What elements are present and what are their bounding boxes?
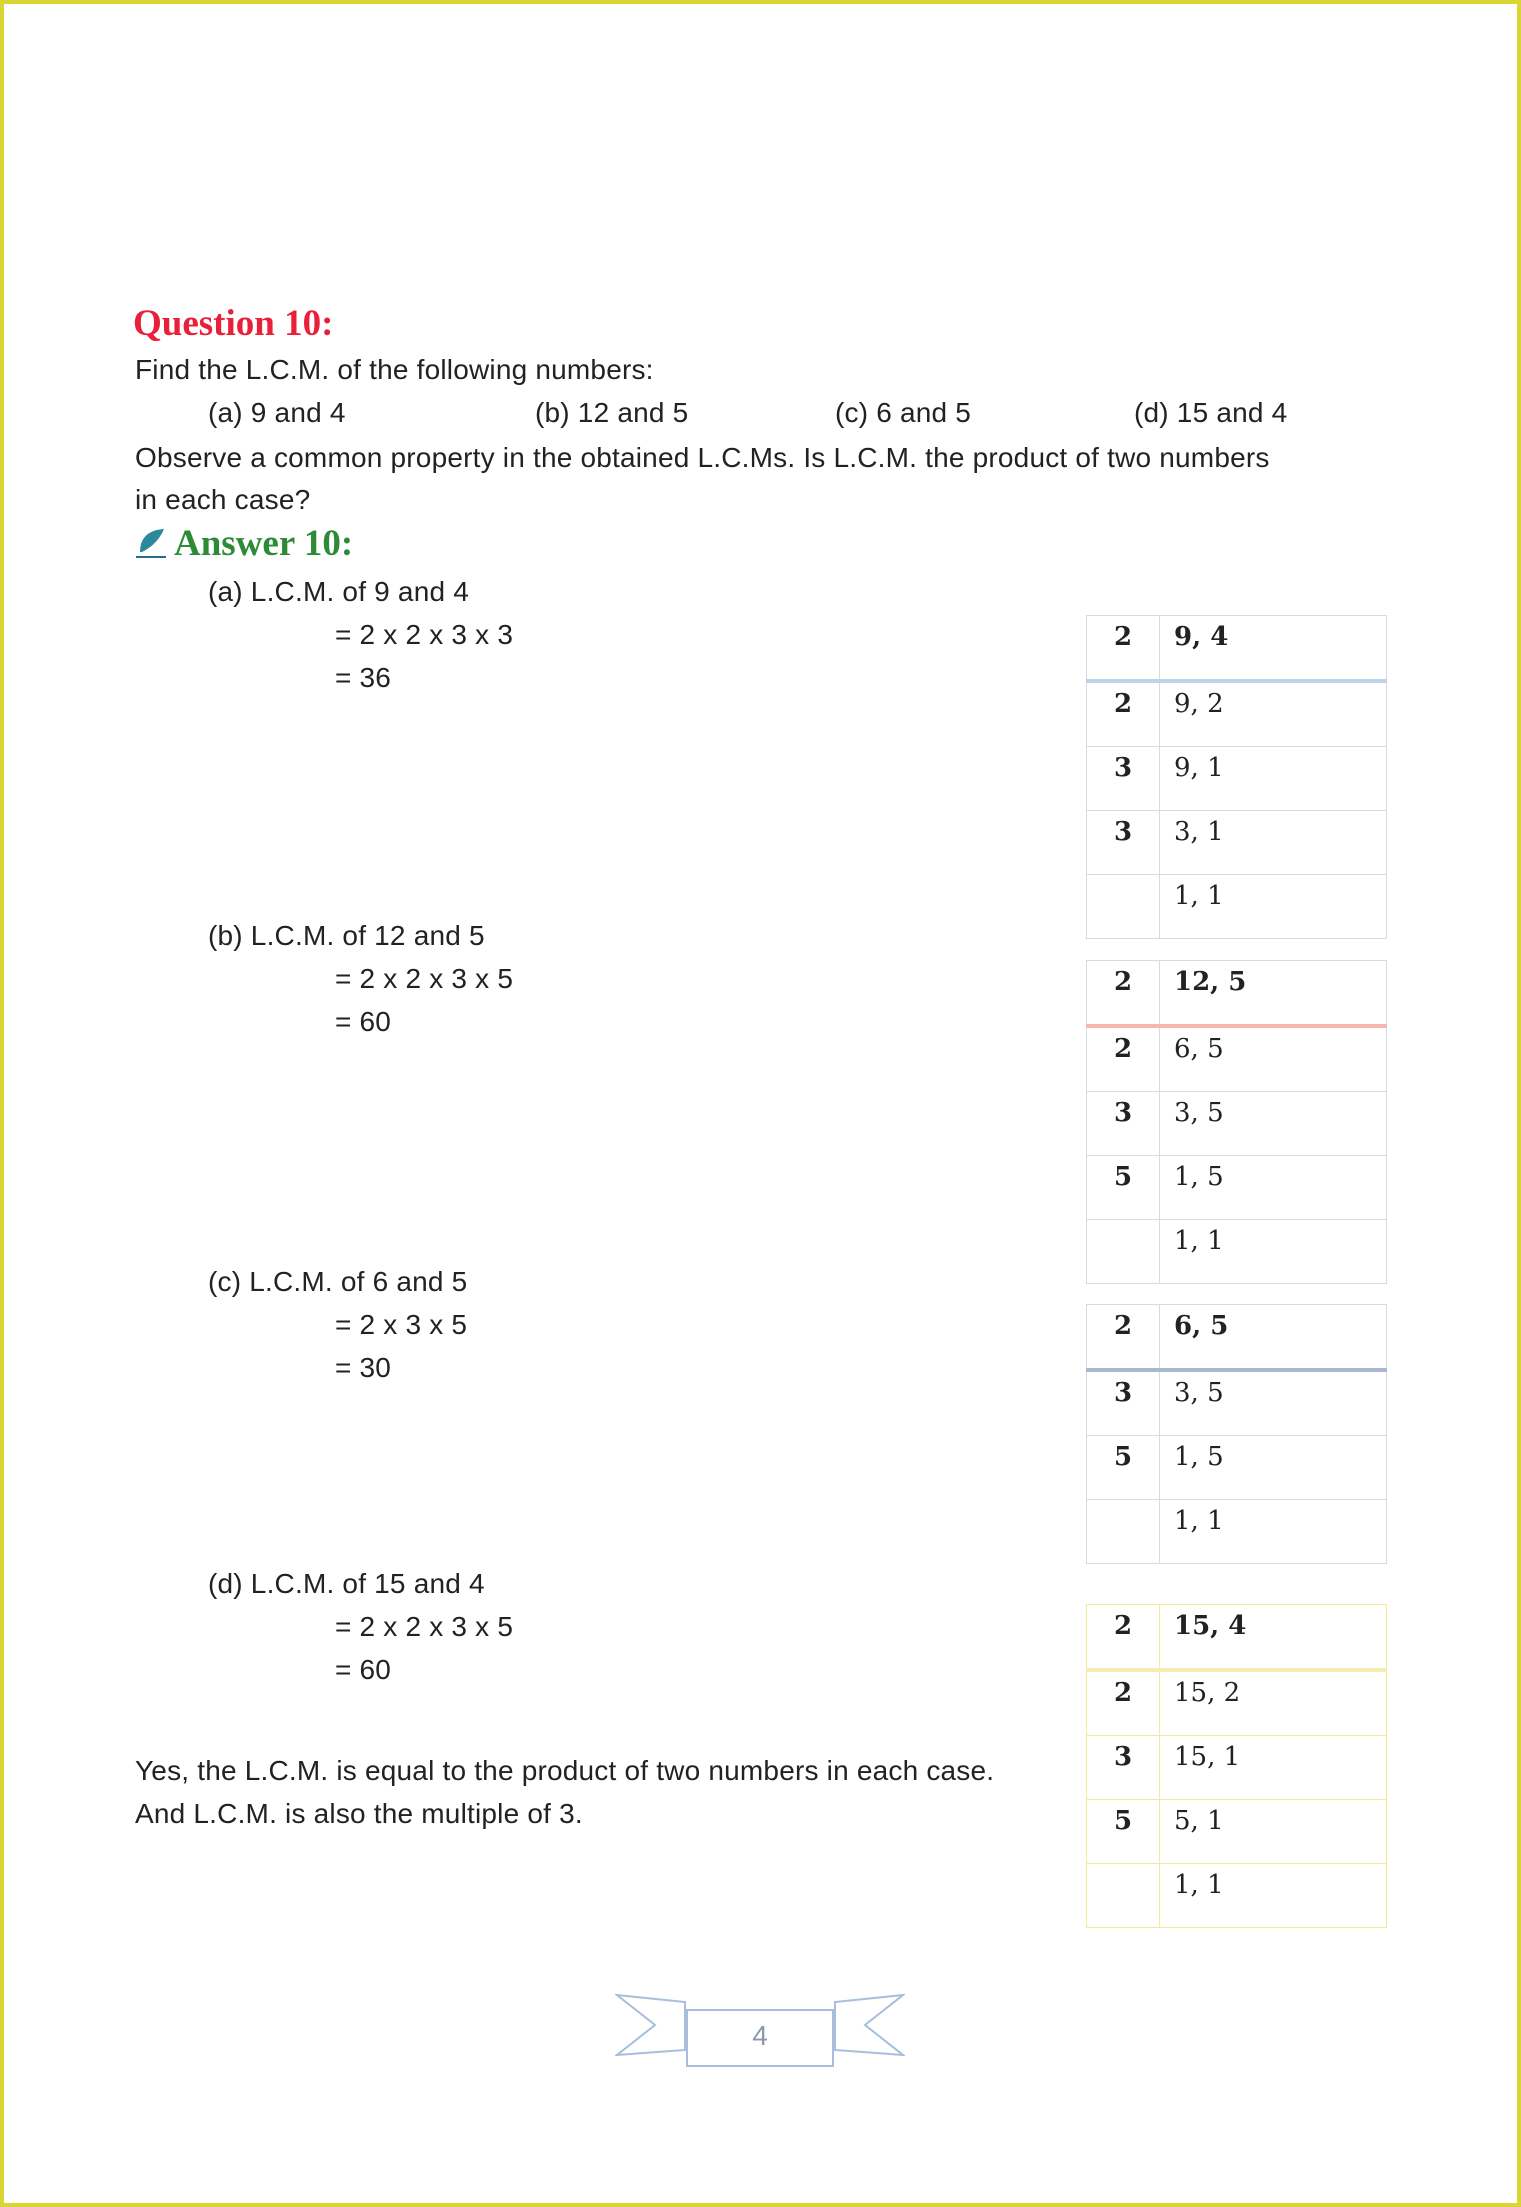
part-a-label: (a) L.C.M. of 9 and 4: [208, 576, 469, 607]
table-row: 1, 1: [1087, 875, 1387, 939]
conclusion-line1: Yes, the L.C.M. is equal to the product of two numbers in each case.: [135, 1755, 995, 1786]
division-table-c: [1086, 1304, 1387, 1564]
table-row: 3 3, 1: [1087, 811, 1387, 875]
division-table-a: [1086, 615, 1387, 939]
question-line2: Observe a common property in the obtained L.C.Ms. Is L.C.M. the product of two numbers: [135, 442, 1270, 473]
table-row: 2 6, 5: [1087, 1026, 1387, 1092]
table-row: 2 9, 2: [1087, 681, 1387, 747]
part-c-result: = 30: [335, 1352, 392, 1383]
answer-title: Answer 10:: [174, 523, 354, 564]
table-row: 2 6, 5: [1087, 1305, 1387, 1371]
table-row: 2 12, 5: [1087, 961, 1387, 1027]
option-c: (c) 6 and 5: [835, 397, 972, 428]
question-title: Question 10:: [133, 303, 334, 344]
table-row: 5 5, 1: [1087, 1800, 1387, 1864]
table-row: 1, 1: [1087, 1500, 1387, 1564]
part-d-label: (d) L.C.M. of 15 and 4: [208, 1568, 485, 1599]
division-table-d: [1086, 1604, 1387, 1928]
part-c-step: = 2 x 3 x 5: [335, 1309, 468, 1340]
page-number: 4: [752, 2020, 768, 2051]
part-d-step: = 2 x 2 x 3 x 5: [335, 1611, 514, 1642]
table-row: 3 3, 5: [1087, 1370, 1387, 1436]
option-b: (b) 12 and 5: [535, 397, 689, 428]
question-prompt: Find the L.C.M. of the following numbers:: [135, 354, 654, 385]
part-a-step: = 2 x 2 x 3 x 3: [335, 619, 514, 650]
table-row: 1, 1: [1087, 1220, 1387, 1284]
page-number-ribbon: [615, 1990, 905, 2070]
division-table-b: [1086, 960, 1387, 1284]
part-a-result: = 36: [335, 662, 392, 693]
table-row: 3 15, 1: [1087, 1736, 1387, 1800]
table-row: 2 15, 4: [1087, 1605, 1387, 1671]
table-row: 2 15, 2: [1087, 1670, 1387, 1736]
part-d-result: = 60: [335, 1654, 392, 1685]
table-row: 2 9, 4: [1087, 616, 1387, 682]
table-row: 1, 1: [1087, 1864, 1387, 1928]
part-b-label: (b) L.C.M. of 12 and 5: [208, 920, 485, 951]
table-row: 5 1, 5: [1087, 1436, 1387, 1500]
part-b-step: = 2 x 2 x 3 x 5: [335, 963, 514, 994]
part-c-label: (c) L.C.M. of 6 and 5: [208, 1266, 468, 1297]
table-row: 3 9, 1: [1087, 747, 1387, 811]
question-line3: in each case?: [135, 484, 311, 515]
table-row: 3 3, 5: [1087, 1092, 1387, 1156]
conclusion-line2: And L.C.M. is also the multiple of 3.: [135, 1798, 583, 1829]
tiwari-logo-icon: [134, 526, 168, 560]
option-d: (d) 15 and 4: [1134, 397, 1288, 428]
option-a: (a) 9 and 4: [208, 397, 346, 428]
table-row: 5 1, 5: [1087, 1156, 1387, 1220]
part-b-result: = 60: [335, 1006, 392, 1037]
